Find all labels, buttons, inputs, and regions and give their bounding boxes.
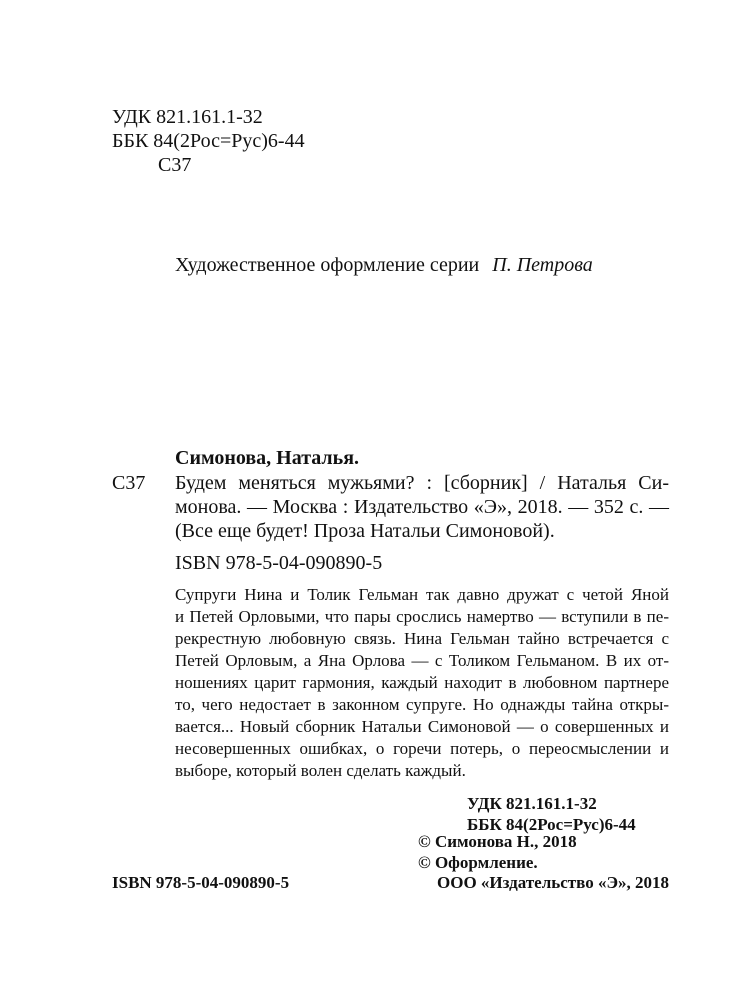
- design-credit: [175, 254, 593, 276]
- annotation-line: Супруги Нина и Толик Гельман так давно дружат с четой Яной: [175, 585, 669, 604]
- annotation-line: и Петей Орловыми, что пары срослись намертво — вступили в пе-: [175, 607, 669, 626]
- description-line: Будем меняться мужьями? : [сборник] / Наталья Си-: [175, 472, 669, 494]
- author-heading: Симонова, Наталья.: [175, 447, 360, 469]
- copyright-author: © Симонова Н., 2018: [418, 832, 577, 851]
- bbk-bottom: ББК 84(2Рос=Рус)6-44: [467, 815, 636, 834]
- bbk-top: ББК 84(2Рос=Рус)6-44: [112, 130, 305, 152]
- author-mark-top: С37: [158, 154, 192, 176]
- annotation-line: рекрестную любовную связь. Нина Гельман тайно встречается с: [175, 629, 669, 648]
- annotation-line: Петей Орловым, а Яна Орлова — с Толиком Гельманом. В их от-: [175, 651, 669, 670]
- description-line: монова. — Москва : Издательство «Э», 2018. — 352 с. —: [175, 496, 669, 518]
- isbn-record: ISBN 978-5-04-090890-5: [175, 552, 383, 574]
- design-credit-label: Художественное оформление серии: [175, 254, 480, 276]
- description-line: (Все еще будет! Проза Натальи Симоновой).: [175, 520, 555, 542]
- annotation-line: вается... Новый сборник Натальи Симоновой — о совершенных и: [175, 717, 669, 736]
- isbn-footer: ISBN 978-5-04-090890-5: [112, 873, 290, 892]
- udk-top: УДК 821.161.1-32: [112, 106, 263, 128]
- udk-bottom: УДК 821.161.1-32: [467, 794, 597, 813]
- annotation-line: несовершенных ошибках, о горечи потерь, о переосмыслении и: [175, 739, 669, 758]
- author-mark: С37: [112, 472, 146, 494]
- annotation-line: выборе, который волен сделать каждый.: [175, 761, 466, 780]
- annotation-line: то, чего недостает в законном супруге. Но однажды тайна откры-: [175, 695, 669, 714]
- copyright-design: © Оформление.: [418, 853, 538, 872]
- copyright-publisher: ООО «Издательство «Э», 2018: [437, 873, 669, 892]
- annotation-line: ношениях царит гармония, каждый находит в любовном партнере: [175, 673, 669, 692]
- design-credit-name: П. Петрова: [492, 254, 593, 276]
